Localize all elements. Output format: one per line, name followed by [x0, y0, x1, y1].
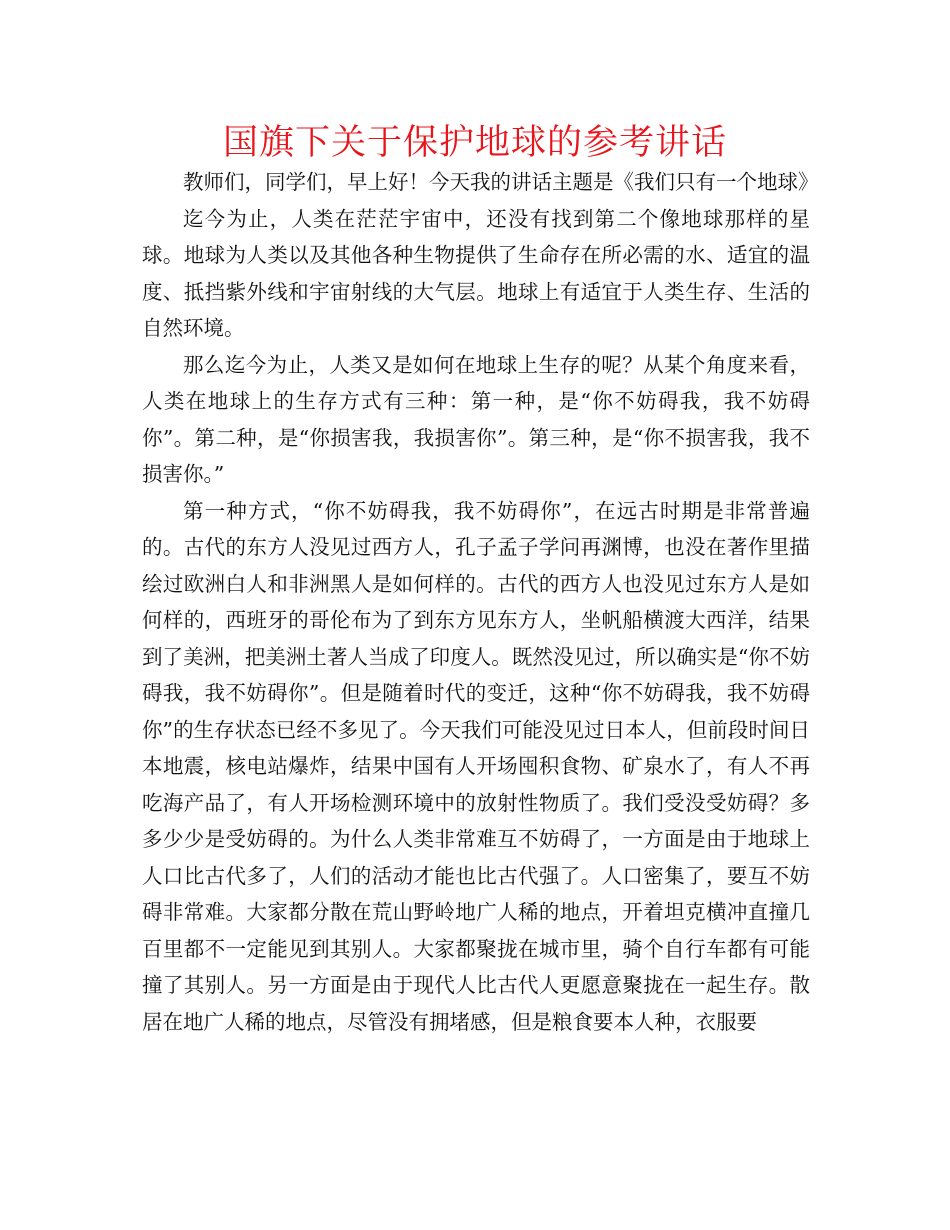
paragraph-survival-modes: 那么迄今为止，人类又是如何在地球上生存的呢？从某个角度来看，人类在地球上的生存方式有三种：第一种，是“你不妨碍我，我不妨碍你”。第二种，是“你损害我，我损害你”。第三种，是“你不损害我，我不损害你。”: [142, 352, 810, 486]
paragraph-greeting: 教师们，同学们，早上好！今天我的讲话主题是《我们只有一个地球》: [183, 170, 819, 194]
paragraph-earth-unique: 迄今为止，人类在茫茫宇宙中，还没有找到第二个像地球那样的星球。地球为人类以及其他各种生物提供了生命存在所必需的水、适宜的温度、抵挡紫外线和宇宙射线的大气层。地球上有适宜于人类生存、生活的自然环境。: [142, 206, 810, 340]
document-body: [142, 164, 819, 1040]
document-title: 国旗下关于保护地球的参考讲话: [222, 123, 727, 163]
paragraph-first-mode: 第一种方式，“你不妨碍我，我不妨碍你”，在远古时期是非常普遍的。古代的东方人没见过西方人，孔子孟子学问再渊博，也没在著作里描绘过欧洲白人和非洲黑人是如何样的。古代的西方人也没见过东方人是如何样的，西班牙的哥伦布为了到东方见东方人，坐帆船横渡大西洋，结果到了美洲，把美洲土著人当成了印度人。既然没见过，所以确实是“你不妨碍我，我不妨碍你”。但是随着时代的变迁，这种“你不妨碍我，我不妨碍你”的生存状态已经不多见了。今天我们可能没见过日本人，但前段时间日本地震，核电站爆炸，结果中国有人开场囤积食物、矿泉水了，有人不再吃海产品了，有人开场检测环境中的放射性物质了。我们受没受妨碍？多多少少是受妨碍的。为什么人类非常难互不妨碍了，一方面是由于地球上人口比古代多了，人们的活动才能也比古代强了。人口密集了，要互不妨碍非常难。大家都分散在荒山野岭地广人稀的地点，开着坦克横冲直撞几百里都不一定能见到其别人。大家都聚拢在城市里，骑个自行车都有可能撞了其别人。另一方面是由于现代人比古代人更愿意聚拢在一起生存。散居在地广人稀的地点，尽管没有拥堵感，但是粮食要本人种，衣服要: [142, 498, 810, 1034]
